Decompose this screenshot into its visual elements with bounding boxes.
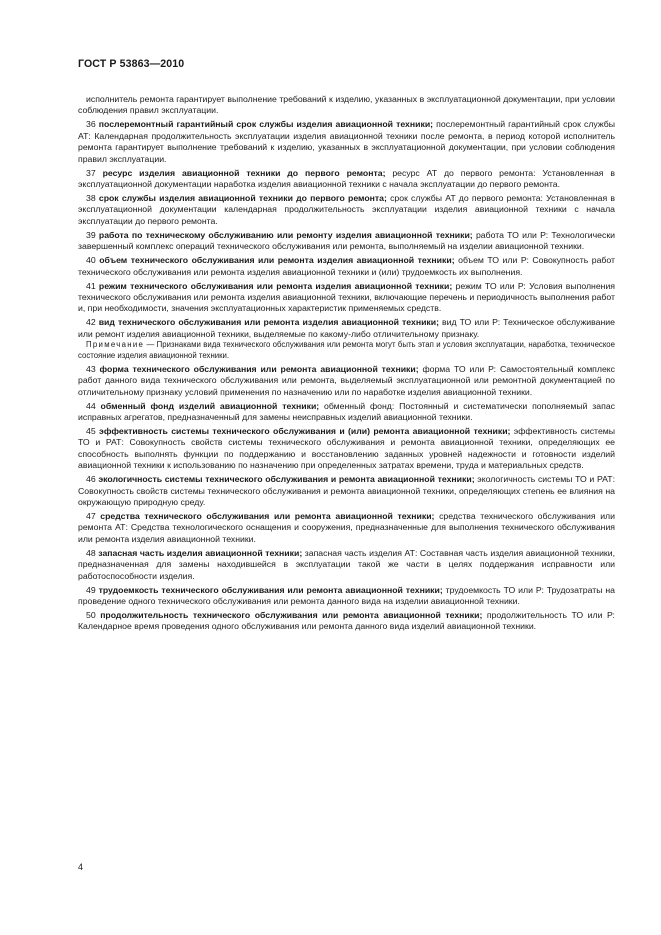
term-definition: срок службы АТ до первого ремонта: Установленная в эксплуатационной документации календарная продолжительность эксплуатации изделия авиационной техники с начала эксплуатации до первого ремонта. xyxy=(78,193,615,226)
term-definition: послеремонтный гарантийный срок службы АТ: Календарная продолжительность эксплуатации изделия авиационной техники после ремонта, в период которой исполнитель ремонта гарантирует выполнение требований к изделию, указанных в эксплуатационной документации, при условии соблюдения правил эксплуатации. xyxy=(78,119,615,164)
document-body xyxy=(78,94,615,633)
term-definition: ресурс АТ до первого ремонта: Установленная в эксплуатационной документации наработка изделия авиационной техники с начала эксплуатации до первого ремонта. xyxy=(78,167,615,190)
term-number: 43 xyxy=(86,363,96,374)
term-entry xyxy=(78,511,615,545)
term-number: 40 xyxy=(86,255,96,266)
term-name: экологичность системы технического обслуживания и ремонта авиационной техники; xyxy=(98,474,475,485)
term-entry xyxy=(78,585,615,608)
term-entry xyxy=(78,168,615,191)
term-entry xyxy=(78,610,615,633)
term-name: срок службы изделия авиационной техники до первого ремонта; xyxy=(98,193,387,204)
page-number: 4 xyxy=(78,862,84,872)
term-number: 37 xyxy=(86,167,96,178)
term-definition: режим ТО или Р: Условия выполнения технического обслуживания или ремонта изделия авиационной техники, включающие перечень и периодичность выполнения работ и, при необходимости, значения эксплуатационных характеристик применяемых средств. xyxy=(78,280,616,314)
term-definition: вид ТО или Р: Техническое обслуживание или ремонт изделия авиационной техники, выделяемые по какому-либо отличительному признаку. xyxy=(78,317,615,339)
term-name: обменный фонд изделий авиационной техники; xyxy=(100,400,320,411)
term-definition: продолжительность ТО или Р: Календарное время проведения одного обслуживания или ремонта данного вида изделий авиационной техники. xyxy=(78,609,615,632)
term-name: послеремонтный гарантийный срок службы изделия авиационной техники; xyxy=(98,119,434,130)
term-definition: экологичность системы ТО и РАТ: Совокупность свойств системы технического обслуживания и ремонта авиационной техники, определяющих степень ее влияния на окружающую природную среду. xyxy=(78,474,615,507)
note xyxy=(78,340,615,361)
note-label: Примечание xyxy=(86,340,145,350)
term-number: 45 xyxy=(86,425,96,436)
term-entry xyxy=(78,426,615,472)
intro-paragraph: исполнитель ремонта гарантирует выполнение требований к изделию, указанных в эксплуатационной документации, при условии соблюдения правил эксплуатации. xyxy=(78,94,615,116)
term-definition: запасная часть изделия АТ: Составная часть изделия авиационной техники, предназначенная для замены находившейся в эксплуатации такой же части в целях поддержания исправности или работоспособности изделия. xyxy=(78,547,615,581)
term-entry xyxy=(78,317,615,340)
term-name: работа по техническому обслуживанию или ремонту изделия авиационной техники; xyxy=(98,229,473,240)
term-definition: форма ТО или Р: Самостоятельный комплекс работ данного вида технического обслуживания или ремонта, выделяемый эксплуатационной или ремонтной документацией по отличительному признаку условий применения по назначению или по наработке изделия авиационной техники. xyxy=(78,363,616,397)
term-number: 48 xyxy=(86,547,96,558)
term-entry xyxy=(78,119,615,165)
entries-list-1 xyxy=(78,119,615,340)
term-definition: средства технического обслуживания или ремонта АТ: Средства технологического оснащения и сооружения, предназначенные для выполнения технического обслуживания или ремонта изделия авиационной техники. xyxy=(78,510,615,544)
term-entry xyxy=(78,255,615,278)
term-number: 49 xyxy=(86,584,96,595)
term-number: 47 xyxy=(86,510,96,521)
term-entry xyxy=(78,401,615,424)
term-definition: обменный фонд: Постоянный и систематически пополняемый запас исправных агрегатов, предназначенный для замены неисправных изделий авиационной техники. xyxy=(78,400,615,422)
term-definition: работа ТО или Р: Технологически завершенный комплекс операций технического обслуживания или ремонта, выполняемый на изделии авиационной техники. xyxy=(78,229,615,252)
term-number: 42 xyxy=(86,317,96,328)
term-number: 44 xyxy=(86,400,96,411)
term-entry xyxy=(78,364,615,398)
term-definition: эффективность системы ТО и РАТ: Совокупность свойств системы технического обслуживания и ремонта авиационной техники, определяющих ее способность выполнять функции по поддержанию и восстановлению заданных уровней надежности и готовности изделий авиационной техники к использованию по назначению при определенных затратах времени, труда и материальных средств. xyxy=(78,425,615,471)
term-entry xyxy=(78,281,615,315)
term-entry xyxy=(78,548,615,582)
term-number: 38 xyxy=(86,193,96,204)
term-entry xyxy=(78,230,615,253)
term-name: форма технического обслуживания или ремонта авиационной техники; xyxy=(99,363,419,374)
term-name: эффективность системы технического обслуживания и (или) ремонта авиационной техники; xyxy=(99,425,511,436)
term-name: режим технического обслуживания или ремонта изделия авиационной техники; xyxy=(98,280,453,291)
term-definition: объем ТО или Р: Совокупность работ технического обслуживания или ремонта изделия авиационной техники и (или) трудоемкость их выполнения. xyxy=(78,255,616,277)
term-name: продолжительность технического обслуживания или ремонта авиационной техники; xyxy=(100,609,483,620)
term-number: 50 xyxy=(86,609,96,620)
note-text: — Признаками вида технического обслуживания или ремонта могут быть этап и условия эксплуатации, наработка, техническое состояние изделия авиационной техники. xyxy=(78,340,615,360)
term-number: 46 xyxy=(86,474,96,485)
term-entry xyxy=(78,193,615,227)
entries-list-2 xyxy=(78,364,615,633)
term-name: вид технического обслуживания или ремонта изделия авиационной техники; xyxy=(98,317,439,328)
term-definition: трудоемкость ТО или Р: Трудозатраты на проведение одного технического обслуживания или ремонта данного вида на изделии авиационной техники. xyxy=(78,584,615,606)
document-header: ГОСТ Р 53863—2010 xyxy=(78,58,185,70)
term-name: объем технического обслуживания или ремонта изделия авиационной техники; xyxy=(99,255,455,266)
term-name: средства технического обслуживания или ремонта авиационной техники; xyxy=(100,510,435,521)
term-number: 39 xyxy=(86,229,96,240)
term-name: запасная часть изделия авиационной техники; xyxy=(98,547,303,558)
term-name: ресурс изделия авиационной техники до первого ремонта; xyxy=(102,167,386,178)
term-entry xyxy=(78,474,615,508)
term-number: 41 xyxy=(86,280,96,291)
term-number: 36 xyxy=(86,119,96,130)
term-name: трудоемкость технического обслуживания или ремонта авиационной техники; xyxy=(98,584,443,595)
